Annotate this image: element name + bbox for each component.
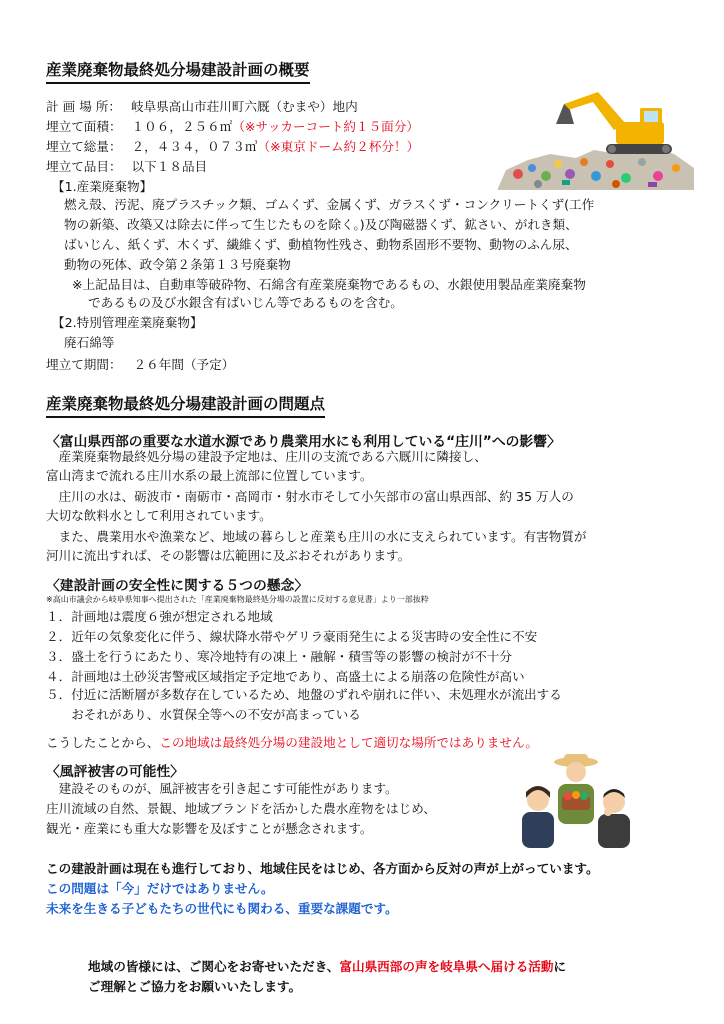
water-line: 庄川の水は、砺波市・南砺市・高岡市・射水市そして小矢部市の富山県西部、約 35 万人の [46,489,574,504]
closing-line3: 未来を生きる子どもたちの世代にも関わる、重要な課題です。 [46,901,398,916]
cat2-item: 廃石綿等 [64,335,115,350]
water-line: 富山湾まで流れる庄川水系の最上流部に位置しています。 [46,468,373,483]
worried-residents-illustration [516,752,640,848]
volume-note: （※東京ドーム約２杯分！） [257,139,420,154]
excavator-landfill-illustration [498,88,694,190]
cat1-note: であるもの及び水銀含有ばいじん等であるものを含む。 [88,295,403,310]
cat1-title: 【1.産業廃棄物】 [52,179,153,194]
area-note: （※サッカーコート約１５面分） [232,119,419,134]
appeal-red: 富山県西部の声を岐阜県へ届ける活動 [339,959,554,974]
closing-line1: この建設計画は現在も進行しており、地域住民をはじめ、各方面から反対の声が上がっています。 [46,861,599,876]
volume-row [46,138,419,155]
overview-heading: 産業廃棄物最終処分場建設計画の概要 [46,58,310,84]
safety-item: ３．盛土を行うにあたり、寒冷地特有の凍上・融解・積雪等の影響の検討が不十分 [46,649,512,664]
appeal-line2: ご理解とご協力をお願いいたします。 [88,979,302,994]
period-row [46,356,234,373]
water-title: 〈富山県西部の重要な水道水源であり農業用水にも利用している“庄川”への影響〉 [46,434,561,450]
safety-item: ５．付近に活断層が多数存在しているため、地盤のずれや崩れに伴い、未処理水が流出する [46,687,562,702]
volume-label: 埋立て総量： [46,139,122,154]
problems-heading: 産業廃棄物最終処分場建設計画の問題点 [46,392,325,418]
cat1-line: 動物の死体、政令第２条第１３号廃棄物 [64,257,291,272]
excavator-icon [556,92,672,154]
water-line: また、農業用水や漁業など、地域の暮らしと産業も庄川の水に支えられています。有害物質が [46,529,587,544]
cat2-title: 【2.特別管理産業廃棄物】 [52,315,203,330]
period-value: ２６年間（予定） [133,357,235,372]
conclusion-red: この地域は最終処分場の建設地として適切な場所ではありません。 [159,735,538,750]
conclusion-pre: こうしたことから、 [46,735,160,750]
worried-man-icon [598,789,630,848]
cat1-note: ※上記品目は、自動車等破砕物、石綿含有産業廃棄物であるもの、水銀使用製品産業廃棄物 [72,277,586,292]
closing-line2: この問題は「今」だけではありません。 [46,881,274,896]
area-row [46,118,419,135]
area-label: 埋立て面積： [46,119,122,134]
items-row [46,158,207,175]
safety-source: ※高山市議会から岐阜県知事へ提出された「産業廃棄物最終処分場の設置に反対する意見書」より一部抜粋 [46,595,429,604]
period-label: 埋立て期間： [46,357,122,372]
site-label: 計 画 場 所： [46,99,121,114]
safety-title: 〈建設計画の安全性に関する５つの懸念〉 [46,578,309,594]
appeal-post: に [553,959,567,974]
safety-item: おそれがあり、水質保全等への不安が高まっている [46,707,361,722]
safety-item: １．計画地は震度６強が想定される地域 [46,609,273,624]
cat1-line: ばいじん、紙くず、木くず、繊維くず、動植物性残さ、動物系固形不要物、動物のふん尿、 [64,237,578,252]
area-value: １０６，２５６㎡ [131,119,233,134]
site-row [46,98,358,115]
cat1-line: 燃え殻、汚泥、廃プラスチック類、ゴムくず、金属くず、ガラスくず・コンクリートくず(工作 [64,197,595,212]
water-line: 大切な飲料水として利用されています。 [46,508,272,523]
farmer-icon [554,754,598,824]
items-value: 以下１８品目 [131,159,208,174]
appeal-line1 [88,958,566,975]
rumor-title: 〈風評被害の可能性〉 [46,764,184,780]
volume-value: ２，４３４，０７３㎥ [131,139,258,154]
water-line: 産業廃棄物最終処分場の建設予定地は、庄川の支流である六厩川に隣接し、 [46,449,487,464]
safety-item: ４．計画地は土砂災害警戒区域指定予定地であり、高盛土による崩落の危険性が高い [46,669,525,684]
safety-conclusion [46,734,538,751]
appeal-pre: 地域の皆様には、ご関心をお寄せいただき、 [88,959,340,974]
rumor-line: 観光・産業にも重大な影響を及ぼすことが懸念されます。 [46,821,373,836]
water-line: 河川に流出すれば、その影響は広範囲に及ぶおそれがあります。 [46,548,411,563]
safety-item: ２．近年の気象変化に伴う、線状降水帯やゲリラ豪雨発生による災害時の安全性に不安 [46,629,538,644]
rumor-line: 庄川流域の自然、景観、地域ブランドを活かした農水産物をはじめ、 [46,801,436,816]
cat1-line: 物の新築、改築又は除去に伴って生じたものを除く。)及び陶磁器くず、鉱さい、がれき類、 [64,217,578,232]
site-value: 岐阜県高山市荘川町六厩（むまや）地内 [131,99,358,114]
items-label: 埋立て品目： [46,159,122,174]
rumor-line: 建設そのものが、風評被害を引き起こす可能性があります。 [46,781,398,796]
worried-woman-icon [522,786,554,848]
